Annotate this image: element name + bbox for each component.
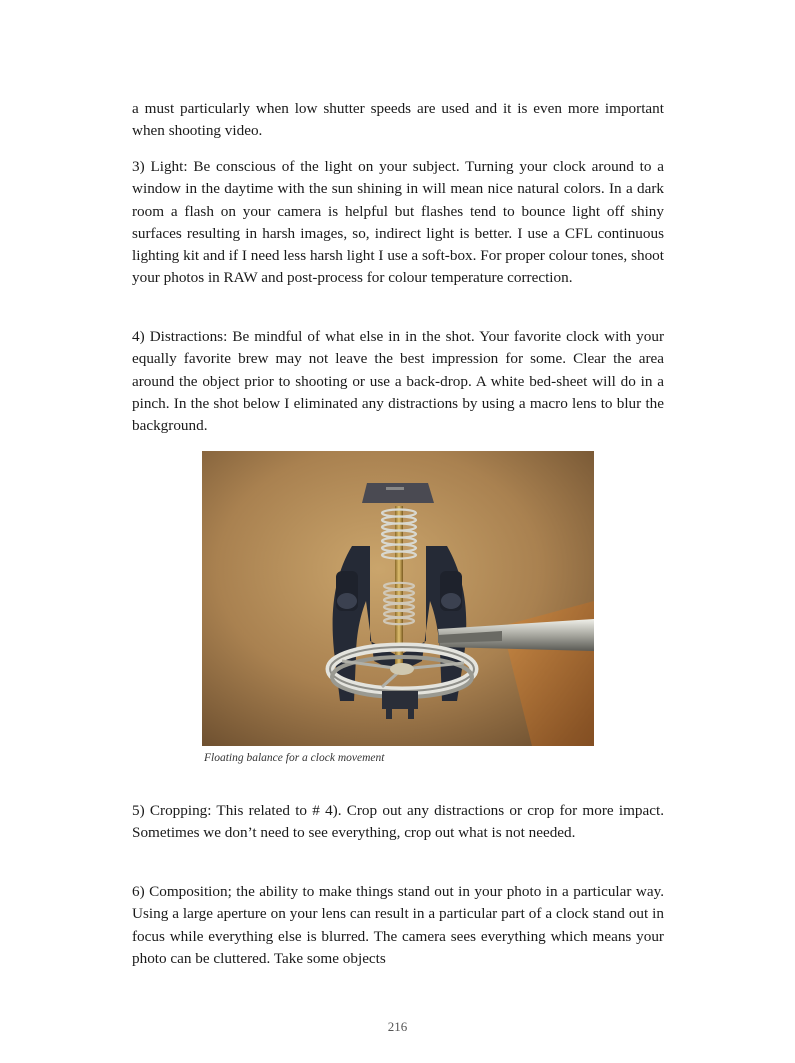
paragraph-cropping: 5) Cropping: This related to # 4). Crop out any distractions or crop for more impact. Sometimes we don’t need to see everything, crop out what is not needed. — [132, 802, 664, 842]
paragraph-distractions: 4) Distractions: Be mindful of what else in in the shot. Your favorite clock with your equally favorite brew may not leave the best impression for some. Clear the area around the object prior to shooting or use a back-drop. A white bed-sheet will do in a pinch. In the shot below I eliminated any distractions by using a macro lens to blur the background. — [132, 328, 664, 435]
clock-balance-photo — [202, 451, 594, 746]
page-number: 216 — [387, 1019, 408, 1034]
figure-caption: Floating balance for a clock movement — [204, 752, 385, 764]
paragraph-light: 3) Light: Be conscious of the light on your subject. Turning your clock around to a window in the daytime with the sun shining in will mean nice natural colors. In a dark room a flash on your camera is helpful but flashes tend to bounce light off shiny surfaces resulting in harsh images, so, indirect light is better. I use a CFL continuous lighting kit and if I need less harsh light I use a soft-box. For proper colour tones, shoot your photos in RAW and post-process for colour temperature correction. — [132, 158, 664, 287]
paragraph-composition: 6) Composition; the ability to make things stand out in your photo in a particular way. Using a large aperture on your lens can result in a particular part of a clock stand out in focus while everything else is blurred. The camera sees everything which means your photo can be cluttered. Take some objects — [132, 883, 664, 967]
paragraph-continued: a must particularly when low shutter speeds are used and it is even more important when shooting video. — [132, 100, 664, 140]
